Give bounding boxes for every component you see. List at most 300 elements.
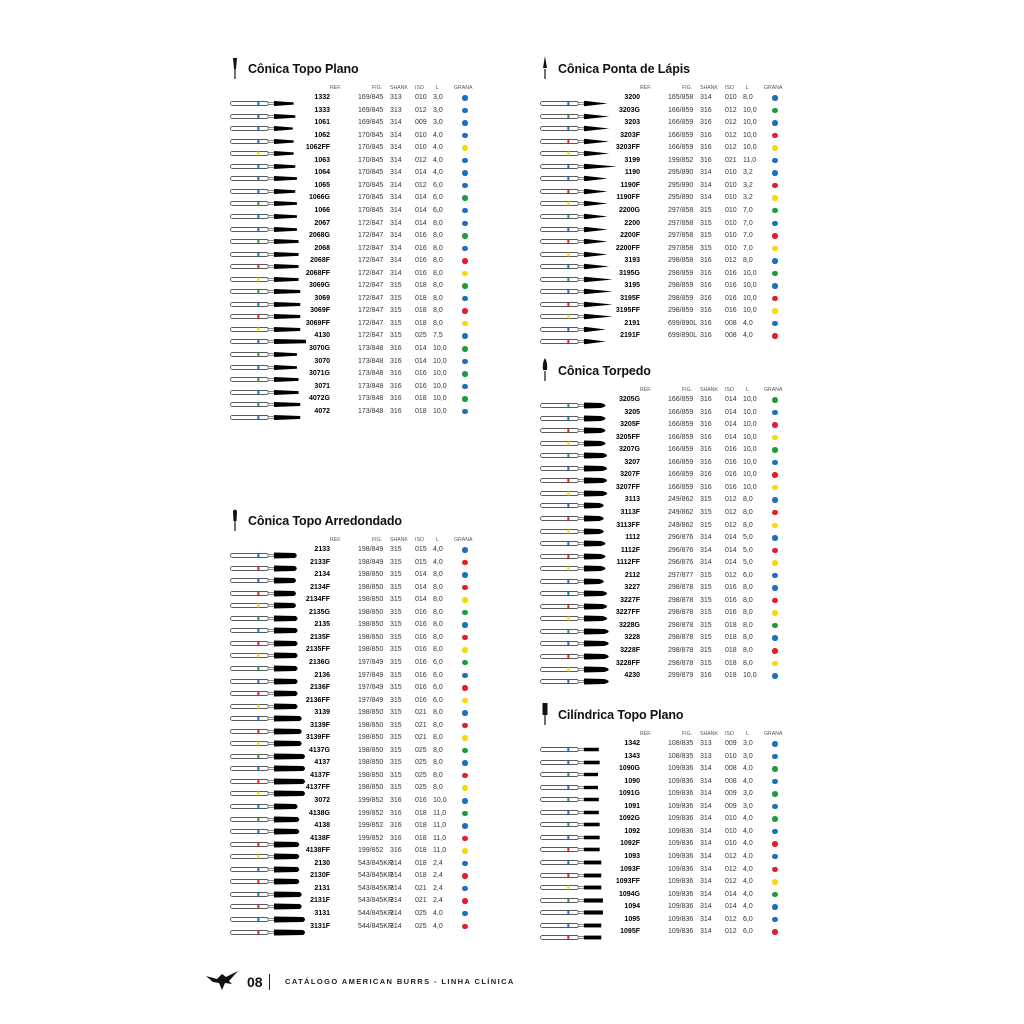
ref-code: 2135 (314, 621, 330, 629)
iso-value: 016 (415, 232, 427, 240)
table-row (540, 582, 790, 595)
ref-code: 1112 (625, 534, 640, 542)
shank-value: 314 (700, 903, 712, 911)
ref-code: 3227 (624, 584, 640, 592)
ref-code: 2200G (618, 206, 640, 214)
ref-code: 1190 (624, 169, 640, 177)
table-row (540, 293, 790, 306)
fig-number: 543/845KR (358, 897, 394, 905)
length-value: 10,0 (743, 421, 757, 429)
column-header-iso: ISO (725, 731, 734, 737)
fig-number: 109/836 (668, 865, 694, 873)
shank-value: 314 (700, 169, 712, 177)
grit-dot (462, 848, 468, 854)
fig-number: 170/845 (358, 144, 384, 152)
table-row (230, 142, 480, 155)
table-row (230, 582, 480, 595)
shank-value: 314 (700, 94, 712, 101)
section-heading (230, 62, 480, 82)
table-row (540, 851, 790, 864)
ref-code: 2068G (308, 232, 330, 240)
ref-code: 1095 (624, 915, 640, 923)
ref-code: 4138FF (305, 847, 330, 855)
ref-code: 3113F (620, 508, 640, 516)
ref-code: 2136FF (305, 696, 330, 704)
table-row (230, 808, 480, 821)
table-row (230, 255, 480, 268)
ref-code: 2067 (314, 219, 330, 227)
iso-value: 012 (725, 865, 737, 873)
grit-dot (462, 873, 468, 879)
length-value: 3,0 (743, 790, 753, 798)
ref-code: 2131 (314, 884, 330, 892)
shank-value: 314 (700, 815, 712, 823)
ref-code: 4138G (308, 809, 330, 817)
table-row (540, 92, 790, 105)
grit-dot (772, 560, 778, 566)
length-value: 7,0 (743, 219, 753, 227)
fig-number: 172/847 (358, 244, 384, 252)
table-row (540, 788, 790, 801)
grit-dot (772, 510, 778, 516)
ref-code: 1112F (620, 546, 640, 554)
ref-code: 1090 (624, 777, 640, 785)
iso-value: 018 (725, 621, 737, 629)
table-row (540, 826, 790, 839)
fig-number: 108/835 (668, 740, 694, 747)
fig-number: 172/847 (358, 294, 384, 302)
grit-dot (772, 435, 778, 441)
footer-title: CATÁLOGO AMERICAN BURRS - LINHA CLÍNICA (285, 977, 515, 986)
ref-code: 3131 (314, 909, 330, 917)
grit-dot (462, 547, 468, 553)
shank-value: 314 (390, 884, 402, 892)
length-value: 8,0 (743, 508, 753, 516)
length-value: 10,0 (743, 471, 757, 479)
length-value: 8,0 (433, 269, 443, 277)
shank-value: 316 (700, 421, 712, 429)
length-value: 11,0 (433, 822, 447, 830)
column-header-shank: SHANK (390, 537, 408, 543)
table-row (540, 457, 790, 470)
grit-dot (462, 673, 468, 679)
iso-value: 016 (725, 294, 737, 302)
table-row (230, 858, 480, 871)
iso-value: 016 (415, 797, 427, 804)
grit-dot (772, 271, 778, 277)
ref-code: 3228FF (615, 659, 640, 667)
iso-value: 021 (725, 156, 737, 164)
ref-code: 2191 (624, 319, 640, 327)
grit-dot (462, 886, 468, 892)
iso-value: 021 (415, 734, 427, 742)
fig-number: 198/850 (358, 571, 384, 579)
column-header-grana: GRANA (764, 85, 783, 91)
shank-value: 315 (390, 633, 402, 641)
ref-code: 2130F (310, 872, 330, 880)
fig-number: 166/859 (668, 144, 694, 152)
grit-dot (462, 221, 468, 227)
ref-code: 3207F (620, 471, 640, 479)
shank-value: 314 (390, 181, 402, 189)
length-value: 10,0 (743, 307, 757, 315)
grit-dot (462, 233, 468, 239)
table-row (230, 870, 480, 883)
length-value: 10,0 (743, 408, 757, 416)
shank-value: 313 (700, 740, 712, 747)
grit-dot (772, 258, 778, 264)
table-row (540, 130, 790, 143)
length-value: 8,0 (743, 609, 753, 617)
table-row (230, 757, 480, 770)
table-row (230, 607, 480, 620)
grit-dot (462, 195, 468, 201)
iso-value: 012 (725, 257, 737, 265)
section-title: Cônica Torpedo (558, 364, 651, 378)
length-value: 4,0 (433, 546, 443, 553)
ref-code: 3200 (624, 94, 640, 101)
column-header-iso: ISO (725, 85, 734, 91)
grit-dot (462, 158, 468, 164)
shank-value: 316 (700, 408, 712, 416)
table-row (540, 670, 790, 683)
fig-number: 297/858 (668, 244, 694, 252)
iso-value: 012 (725, 928, 737, 936)
length-value: 8,0 (433, 282, 443, 290)
grit-dot (462, 610, 468, 616)
grit-dot (462, 585, 468, 591)
ref-code: 1342 (624, 740, 640, 747)
table-row (540, 180, 790, 193)
shank-value: 315 (700, 496, 712, 504)
shank-value: 316 (700, 257, 712, 265)
length-value: 10,0 (743, 483, 757, 491)
shank-value: 314 (390, 909, 402, 917)
table-row (540, 926, 790, 939)
section-cilindrica-topo-plano (540, 708, 790, 940)
fig-number: 109/836 (668, 903, 694, 911)
column-header-l: L (746, 731, 749, 737)
length-value: 2,4 (433, 859, 443, 867)
ref-code: 3195FF (615, 307, 640, 315)
iso-value: 010 (725, 181, 737, 189)
fig-number: 166/859 (668, 106, 694, 114)
shank-value: 315 (700, 571, 712, 579)
fig-number: 109/836 (668, 827, 694, 835)
length-value: 4,0 (743, 840, 753, 848)
ref-code: 3203 (624, 119, 640, 127)
grit-dot (772, 573, 778, 579)
iso-value: 021 (415, 897, 427, 905)
table-row (540, 620, 790, 633)
fig-number: 166/859 (668, 471, 694, 479)
iso-value: 008 (725, 319, 737, 327)
shank-value: 315 (390, 294, 402, 302)
grit-dot (462, 170, 468, 176)
table-row (230, 406, 480, 419)
ref-code: 3207 (624, 458, 640, 466)
table-row (230, 318, 480, 331)
ref-code: 2135F (310, 633, 330, 641)
length-value: 4,0 (433, 156, 443, 164)
length-value: 8,0 (743, 496, 753, 504)
grit-dot (772, 635, 778, 641)
table-row (540, 607, 790, 620)
table-row (230, 280, 480, 293)
table-row (540, 394, 790, 407)
section-heading (540, 364, 790, 384)
grit-dot (462, 836, 468, 842)
fig-number: 298/859 (668, 269, 694, 277)
shank-value: 314 (700, 865, 712, 873)
ref-code: 1093FF (615, 878, 640, 886)
shank-value: 315 (700, 584, 712, 592)
grit-dot (462, 333, 468, 339)
grit-dot (772, 741, 778, 747)
length-value: 8,0 (743, 659, 753, 667)
column-header-l: L (746, 85, 749, 91)
fig-number: 249/862 (668, 496, 694, 504)
shank-value: 316 (700, 446, 712, 454)
column-header-ref: REF. (640, 731, 652, 737)
length-value: 5,0 (743, 559, 753, 567)
cylinder-flat-bur-icon (540, 702, 550, 724)
ref-code: 3205FF (615, 433, 640, 441)
ref-code: 1066 (314, 206, 330, 214)
grit-dot (772, 422, 778, 428)
grit-dot (462, 133, 468, 139)
ref-code: 4138 (314, 822, 330, 830)
fig-number: 296/876 (668, 546, 694, 554)
ref-code: 1091G (618, 790, 640, 798)
table-row (540, 268, 790, 281)
iso-value: 016 (725, 446, 737, 454)
length-value: 8,0 (433, 583, 443, 591)
shank-value: 315 (390, 759, 402, 767)
column-header-fig: FIG. (372, 537, 383, 543)
iso-value: 009 (725, 790, 737, 798)
fig-number: 543/845KR (358, 859, 394, 867)
ref-code: 2133 (314, 546, 330, 553)
length-value: 6,0 (743, 571, 753, 579)
grit-dot (462, 760, 468, 766)
length-value: 7,0 (743, 244, 753, 252)
table-row (230, 845, 480, 858)
table-row (230, 356, 480, 369)
ref-code: 2134FF (305, 596, 330, 604)
footer-divider (269, 974, 270, 990)
shank-value: 315 (700, 609, 712, 617)
ref-code: 2068FF (305, 269, 330, 277)
length-value: 4,0 (433, 169, 443, 177)
ref-code: 1066G (308, 194, 330, 202)
fig-number: 197/849 (358, 696, 384, 704)
table-row (230, 569, 480, 582)
ref-code: 3070G (308, 345, 330, 352)
fig-number: 109/836 (668, 777, 694, 785)
iso-value: 014 (415, 583, 427, 591)
grit-dot (772, 929, 778, 935)
grit-dot (772, 120, 778, 126)
grit-dot (772, 648, 778, 654)
iso-value: 025 (415, 922, 427, 930)
grit-dot (772, 95, 778, 101)
fig-number: 166/859 (668, 458, 694, 466)
iso-value: 014 (725, 546, 737, 554)
iso-value: 012 (725, 852, 737, 860)
iso-value: 012 (725, 915, 737, 923)
section-title: Cônica Ponta de Lápis (558, 62, 690, 76)
grit-dot (772, 766, 778, 772)
shank-value: 316 (390, 357, 402, 365)
table-row (540, 914, 790, 927)
length-value: 4,0 (433, 558, 443, 566)
iso-value: 016 (415, 621, 427, 629)
fig-number: 249/862 (668, 508, 694, 516)
length-value: 11,0 (433, 847, 447, 855)
shank-value: 314 (700, 928, 712, 936)
iso-value: 018 (725, 647, 737, 654)
table-row (540, 658, 790, 671)
iso-value: 016 (725, 483, 737, 491)
length-value: 6,0 (433, 696, 443, 704)
fig-number: 298/858 (668, 257, 694, 265)
table-row (540, 813, 790, 826)
ref-code: 2136G (308, 658, 330, 666)
length-value: 8,0 (743, 521, 753, 529)
iso-value: 010 (725, 194, 737, 202)
grit-dot (772, 791, 778, 797)
iso-value: 018 (415, 834, 427, 842)
grit-dot (772, 283, 778, 289)
length-value: 6,0 (433, 658, 443, 666)
shank-value: 314 (700, 777, 712, 785)
ref-code: 1061 (314, 119, 330, 127)
length-value: 10,0 (743, 294, 757, 302)
length-value: 10,0 (743, 106, 757, 114)
shank-value: 314 (700, 534, 712, 542)
fig-number: 298/859 (668, 294, 694, 302)
shank-value: 316 (390, 407, 402, 415)
grit-dot (772, 854, 778, 860)
table-row (230, 895, 480, 908)
fig-number: 170/845 (358, 194, 384, 202)
grit-dot (772, 623, 778, 629)
fig-number: 172/847 (358, 269, 384, 277)
ref-code: 1343 (624, 752, 640, 760)
shank-value: 314 (390, 156, 402, 164)
table-row (540, 192, 790, 205)
length-value: 8,0 (433, 307, 443, 315)
table-row (540, 105, 790, 118)
table-row (540, 419, 790, 432)
ref-code: 1112FF (616, 559, 640, 567)
length-value: 2,4 (433, 872, 443, 880)
shank-value: 314 (700, 852, 712, 860)
table-row (230, 682, 480, 695)
shank-value: 314 (390, 206, 402, 214)
fig-number: 198/849 (358, 546, 384, 553)
length-value: 10,0 (433, 357, 447, 365)
shank-value: 316 (390, 809, 402, 817)
grit-dot (462, 208, 468, 214)
shank-value: 315 (390, 332, 402, 340)
grit-dot (462, 924, 468, 930)
grit-dot (772, 158, 778, 164)
length-value: 10,0 (743, 131, 757, 139)
shank-value: 314 (700, 827, 712, 835)
grit-dot (462, 735, 468, 741)
iso-value: 010 (725, 169, 737, 177)
table-row (540, 230, 790, 243)
fig-number: 295/890 (668, 194, 694, 202)
iso-value: 012 (415, 181, 427, 189)
fig-number: 297/858 (668, 206, 694, 214)
iso-value: 025 (415, 771, 427, 779)
iso-value: 012 (725, 496, 737, 504)
length-value: 10,0 (433, 345, 447, 352)
ref-code: 1093F (620, 865, 640, 873)
ref-code: 3203G (618, 106, 640, 114)
fig-number: 298/878 (668, 596, 694, 604)
length-value: 8,0 (433, 721, 443, 729)
ref-code: 2134 (314, 571, 330, 579)
shank-value: 314 (700, 840, 712, 848)
ref-code: 3195G (618, 269, 640, 277)
grit-dot (772, 170, 778, 176)
table-row (230, 330, 480, 343)
grit-dot (462, 396, 468, 402)
fig-number: 166/859 (668, 483, 694, 491)
grit-dot (462, 823, 468, 829)
shank-value: 316 (700, 282, 712, 290)
ref-code: 1332 (314, 94, 330, 101)
shank-value: 314 (390, 872, 402, 880)
grit-dot (772, 585, 778, 591)
torpedo-bur-icon (540, 358, 550, 380)
length-value: 8,0 (433, 571, 443, 579)
grit-dot (772, 673, 778, 679)
shank-value: 313 (390, 94, 402, 101)
table-row (540, 570, 790, 583)
fig-number: 296/876 (668, 559, 694, 567)
ref-code: 3203FF (615, 144, 640, 152)
shank-value: 315 (390, 696, 402, 704)
length-value: 4,0 (433, 909, 443, 917)
length-value: 4,0 (743, 777, 753, 785)
length-value: 6,0 (433, 206, 443, 214)
ref-code: 3203F (620, 131, 640, 139)
table-row (540, 901, 790, 914)
grit-dot (772, 804, 778, 810)
length-value: 6,0 (743, 928, 753, 936)
iso-value: 014 (725, 903, 737, 911)
ref-code: 3069 (314, 294, 330, 302)
fig-number: 166/859 (668, 396, 694, 403)
grit-dot (772, 904, 778, 910)
iso-value: 016 (725, 282, 737, 290)
table-row (540, 864, 790, 877)
length-value: 10,0 (743, 433, 757, 441)
length-value: 11,0 (743, 156, 757, 164)
shank-value: 314 (390, 169, 402, 177)
fig-number: 169/845 (358, 119, 384, 127)
ref-code: 3205F (620, 421, 640, 429)
grit-dot (462, 258, 468, 264)
grit-dot (462, 811, 468, 817)
fig-number: 298/859 (668, 282, 694, 290)
length-value: 6,0 (433, 671, 443, 679)
